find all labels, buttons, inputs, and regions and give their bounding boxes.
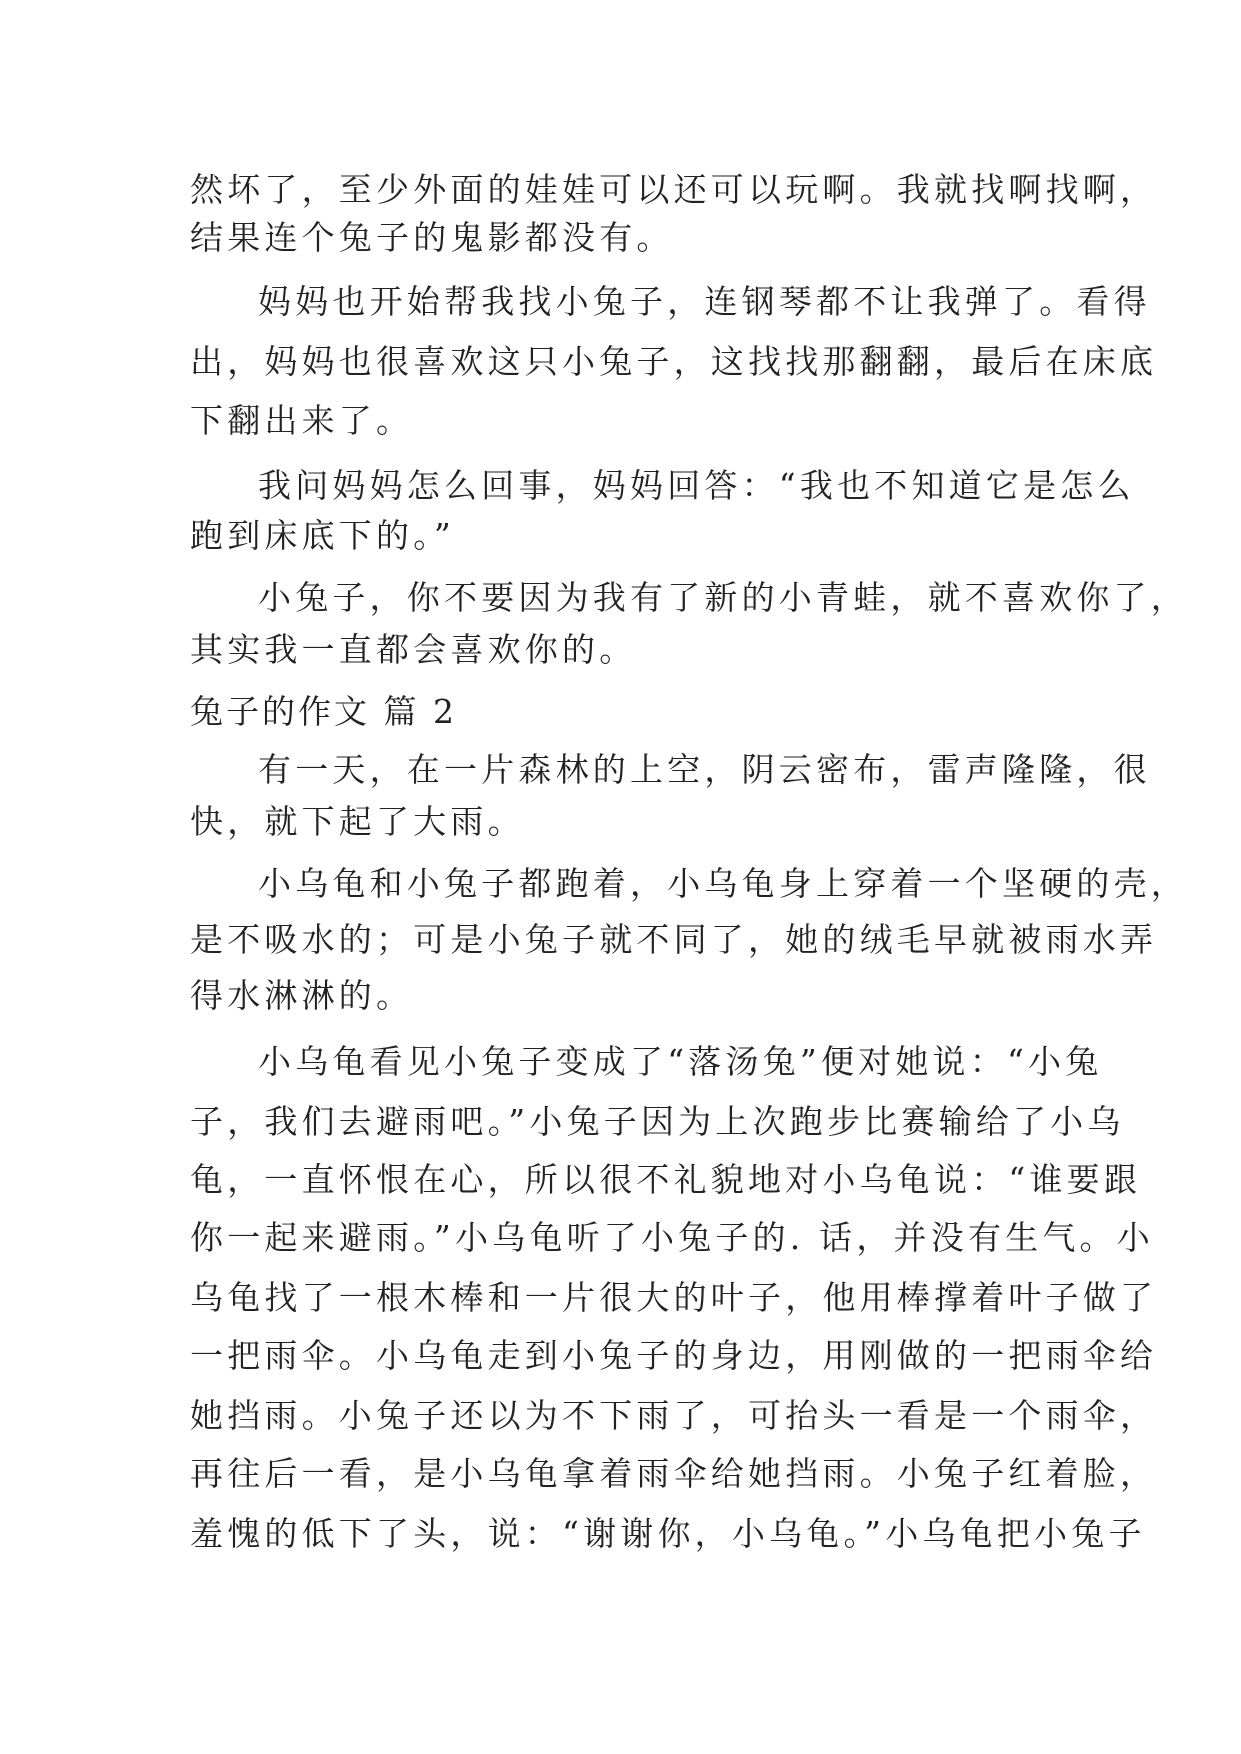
text-line: 结果连个兔子的鬼影都没有。 bbox=[190, 218, 674, 257]
text-line: 下翻出来了。 bbox=[190, 401, 414, 440]
text-line: 然坏了，至少外面的娃娃可以还可以玩啊。我就找啊找啊， bbox=[190, 170, 1158, 209]
text-line: 龟，一直怀恨在心，所以很不礼貌地对小乌龟说：“谁要跟 bbox=[190, 1160, 1142, 1199]
text-line: 其实我一直都会喜欢你的。 bbox=[190, 630, 637, 669]
text-line: 你一起来避雨。”小乌龟听了小兔子的. 话，并没有生气。小 bbox=[190, 1218, 1154, 1257]
text-line: 她挡雨。小兔子还以为不下雨了，可抬头一看是一个雨伞， bbox=[190, 1396, 1158, 1435]
section-heading: 兔子的作文 篇 2 bbox=[190, 692, 457, 731]
paragraph-first-line: 妈妈也开始帮我找小兔子，连钢琴都不让我弹了。看得 bbox=[258, 282, 1151, 321]
text-line: 一把雨伞。小乌龟走到小兔子的身边，用刚做的一把雨伞给 bbox=[190, 1336, 1158, 1375]
paragraph-first-line: 小兔子，你不要因为我有了新的小青蛙，就不喜欢你了， bbox=[258, 578, 1188, 617]
text-line: 乌龟找了一根木棒和一片很大的叶子，他用棒撑着叶子做了 bbox=[190, 1278, 1158, 1317]
text-line: 出，妈妈也很喜欢这只小兔子，这找找那翻翻，最后在床底 bbox=[190, 342, 1158, 381]
paragraph-first-line: 有一天，在一片森林的上空，阴云密布，雷声隆隆，很 bbox=[258, 750, 1151, 789]
text-line: 跑到床底下的。” bbox=[190, 516, 455, 555]
text-line: 得水淋淋的。 bbox=[190, 976, 414, 1015]
text-line: 是不吸水的；可是小兔子就不同了，她的绒毛早就被雨水弄 bbox=[190, 920, 1158, 959]
paragraph-first-line: 小乌龟和小兔子都跑着，小乌龟身上穿着一个坚硬的壳， bbox=[258, 864, 1188, 903]
text-line: 快，就下起了大雨。 bbox=[190, 802, 525, 841]
text-line: 子，我们去避雨吧。”小兔子因为上次跑步比赛输给了小乌 bbox=[190, 1102, 1125, 1141]
paragraph-first-line: 小乌龟看见小兔子变成了“落汤兔”便对她说：“小兔 bbox=[258, 1042, 1103, 1081]
paragraph-first-line: 我问妈妈怎么回事，妈妈回答：“我也不知道它是怎么 bbox=[258, 466, 1135, 505]
text-line: 羞愧的低下了头，说：“谢谢你，小乌龟。”小乌龟把小兔子 bbox=[190, 1514, 1146, 1553]
text-line: 再往后一看，是小乌龟拿着雨伞给她挡雨。小兔子红着脸， bbox=[190, 1454, 1158, 1493]
